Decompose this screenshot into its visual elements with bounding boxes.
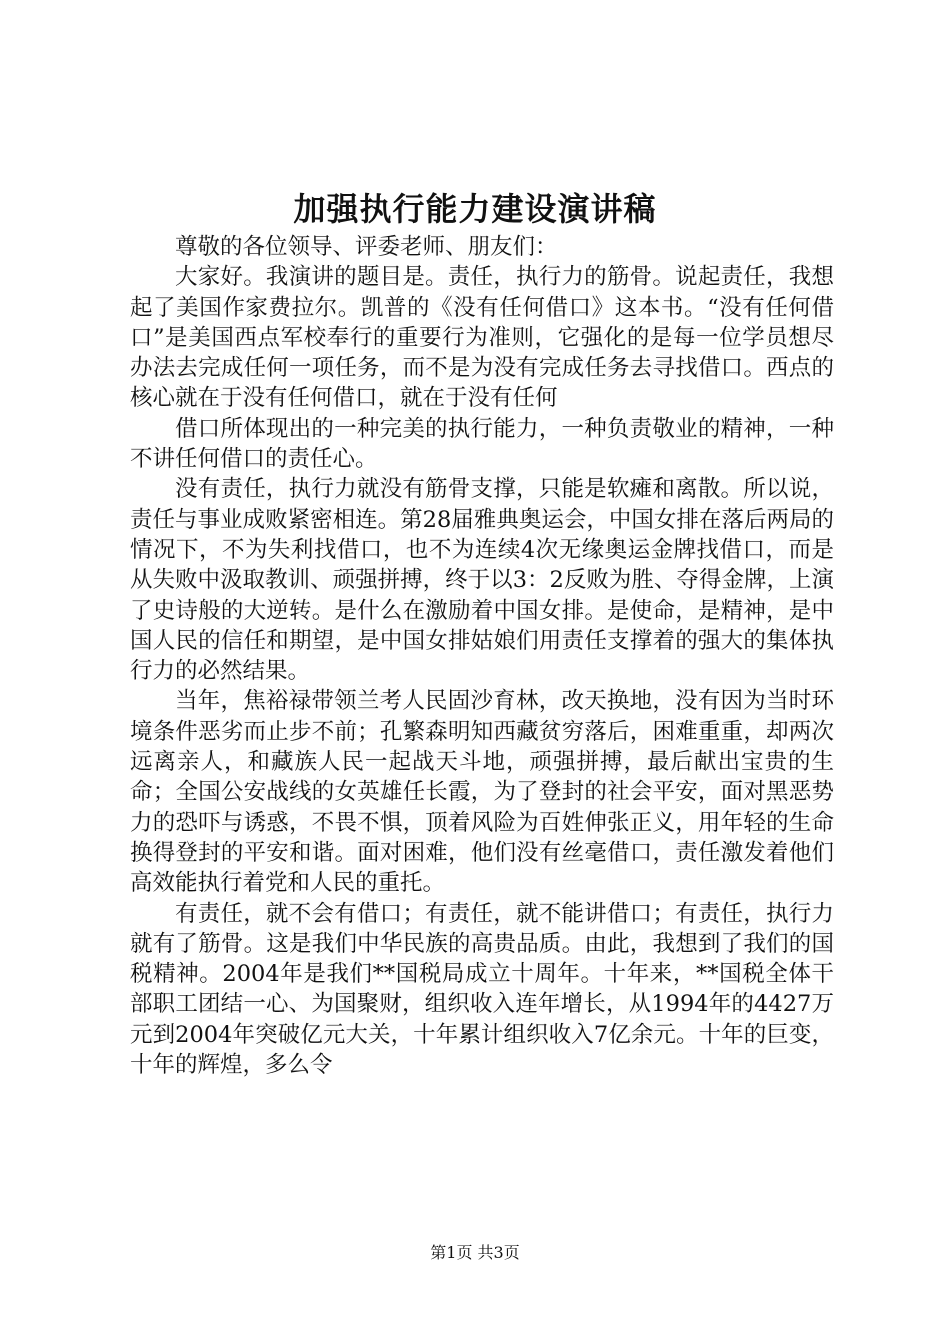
paragraph: 有责任，就不会有借口；有责任，就不能讲借口；有责任，执行力就有了筋骨。这是我们中华民族的高贵品质。由此，我想到了我们的国税精神。2004年是我们**国税局成立十周年。十年来，**国税全体干部职工团结一心、为国聚财，组织收入连年增长，从1994年的4427万元到2004年突破亿元大关，十年累计组织收入7亿余元。十年的巨变，十年的辉煌，多么令	[130, 900, 834, 1079]
paragraph: 当年，焦裕禄带领兰考人民固沙育林，改天换地，没有因为当时环境条件恶劣而止步不前；孔繁森明知西藏贫穷落后，困难重重，却两次远离亲人，和藏族人民一起战天斗地，顽强拼搏，最后献出宝贵的生命；全国公安战线的女英雄任长霞，为了登封的社会平安，面对黑恶势力的恐吓与诱惑，不畏不惧，顶着风险为百姓伸张正义，用年轻的生命换得登封的平安和谐。面对困难，他们没有丝毫借口，责任激发着他们高效能执行着党和人民的重托。	[130, 688, 834, 897]
page-number-footer: 第1页 共3页	[430, 1243, 520, 1262]
paragraph: 大家好。我演讲的题目是。责任，执行力的筋骨。说起责任，我想起了美国作家费拉尔。凯普的《没有任何借口》这本书。“没有任何借口”是美国西点军校奉行的重要行为准则，它强化的是每一位学员想尽办法去完成任何一项任务，而不是为没有完成任务去寻找借口。西点的核心就在于没有任何借口，就在于没有任何	[130, 264, 834, 412]
document-body	[130, 232, 834, 1080]
document-title: 加强执行能力建设演讲稿	[293, 190, 657, 228]
paragraph-salutation: 尊敬的各位领导、评委老师、朋友们：	[175, 234, 558, 260]
paragraph: 借口所体现出的一种完美的执行能力，一种负责敬业的精神，一种不讲任何借口的责任心。	[130, 415, 834, 473]
paragraph: 没有责任，执行力就没有筋骨支撑，只能是软瘫和离散。所以说，责任与事业成败紧密相连。第28届雅典奥运会，中国女排在落后两局的情况下，不为失利找借口，也不为连续4次无缘奥运金牌找借口，而是从失败中汲取教训、顽强拼搏，终于以3：2反败为胜、夺得金牌，上演了史诗般的大逆转。是什么在激励着中国女排。是使命，是精神，是中国人民的信任和期望，是中国女排姑娘们用责任支撑着的强大的集体执行力的必然结果。	[130, 476, 834, 685]
